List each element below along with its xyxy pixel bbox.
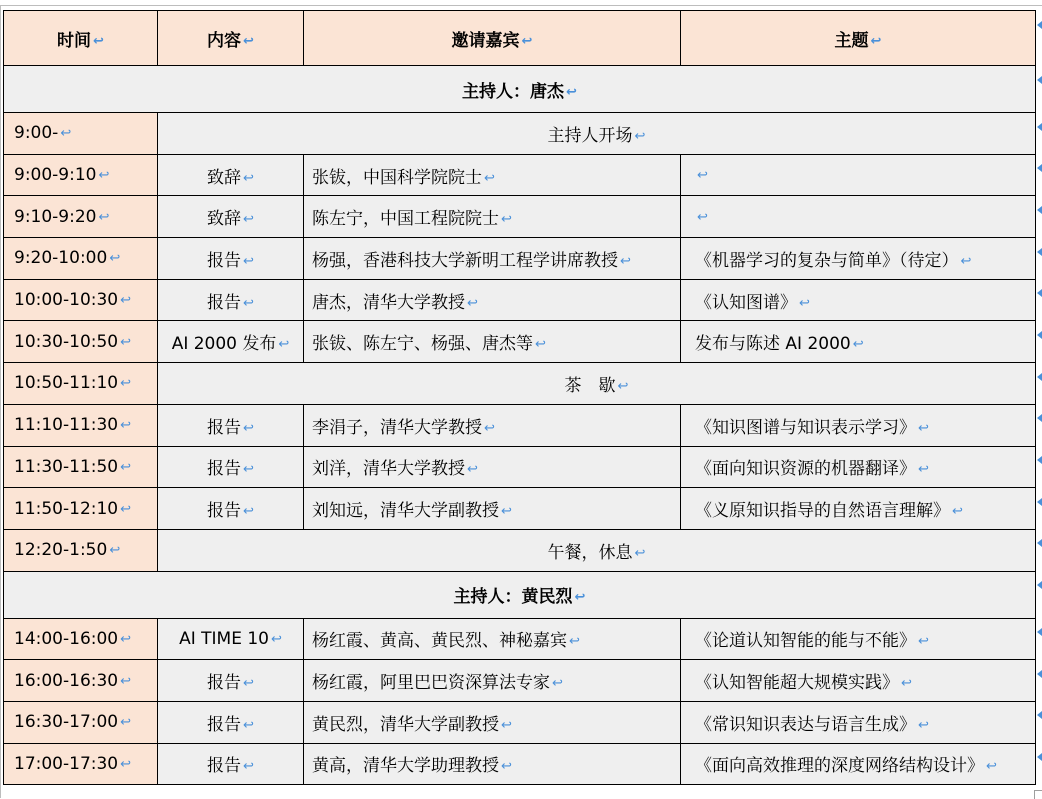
topic-cell bbox=[681, 701, 1036, 743]
host-cell bbox=[4, 571, 1036, 618]
paragraph-mark-icon: ↩ bbox=[634, 128, 646, 144]
paragraph-mark-icon: ↩ bbox=[484, 420, 495, 436]
row-end-marker-icon bbox=[1037, 498, 1042, 506]
paragraph-mark-icon: ↩ bbox=[120, 501, 132, 517]
paragraph-mark-icon: ↩ bbox=[120, 631, 132, 647]
guest-cell-text: 张钹，中国科学院院士 bbox=[312, 167, 482, 188]
topic-cell-text: 《论道认知智能的能与不能》 bbox=[695, 631, 916, 652]
break-row bbox=[4, 113, 1036, 155]
content-cell bbox=[158, 321, 304, 363]
paragraph-mark-icon: ↩ bbox=[484, 170, 495, 186]
content-cell bbox=[158, 660, 304, 702]
paragraph-mark-icon: ↩ bbox=[243, 170, 254, 186]
paragraph-mark-icon: ↩ bbox=[634, 545, 646, 561]
topic-cell bbox=[681, 743, 1036, 785]
row-end-marker-icon bbox=[1037, 206, 1042, 214]
row-end-marker-icon bbox=[1037, 373, 1042, 381]
table-row bbox=[4, 618, 1036, 660]
paragraph-mark-icon: ↩ bbox=[270, 631, 282, 647]
guest-cell-text: 杨红霞，阿里巴巴资深算法专家 bbox=[312, 673, 550, 694]
time-cell-text: 14:00-16:00 bbox=[14, 628, 119, 649]
content-cell-text: 报告 bbox=[207, 714, 242, 735]
guest-cell bbox=[304, 238, 681, 280]
paragraph-mark-icon: ↩ bbox=[501, 717, 512, 733]
table-row bbox=[4, 196, 1036, 238]
topic-cell bbox=[681, 321, 1036, 363]
span-cell-text: 茶 歇 bbox=[564, 375, 616, 396]
paragraph-mark-icon: ↩ bbox=[521, 33, 533, 49]
paragraph-mark-icon: ↩ bbox=[535, 337, 546, 353]
paragraph-mark-icon: ↩ bbox=[918, 462, 929, 478]
time-cell-text: 16:00-16:30 bbox=[14, 670, 119, 691]
time-cell-text: 10:30-10:50 bbox=[14, 331, 119, 352]
topic-cell bbox=[681, 154, 1036, 196]
paragraph-mark-icon: ↩ bbox=[243, 717, 254, 733]
time-cell-text: 9:00- bbox=[14, 123, 59, 144]
content-cell-text: 报告 bbox=[207, 459, 242, 480]
row-end-marker-icon bbox=[1037, 711, 1042, 719]
time-cell-text: 9:20-10:00 bbox=[14, 248, 108, 269]
topic-cell bbox=[681, 446, 1036, 488]
time-cell bbox=[4, 488, 158, 530]
content-cell-text: 报告 bbox=[207, 250, 242, 271]
topic-cell-text: 发布与陈述 AI 2000 bbox=[695, 334, 851, 355]
time-cell bbox=[4, 363, 158, 405]
guest-cell bbox=[304, 618, 681, 660]
host-row bbox=[4, 571, 1036, 618]
time-cell-text: 10:50-11:10 bbox=[14, 373, 119, 394]
guest-cell-text: 黄高，清华大学助理教授 bbox=[312, 756, 499, 777]
paragraph-mark-icon: ↩ bbox=[552, 676, 563, 692]
topic-cell-text: 《义原知识指导的自然语言理解》 bbox=[695, 501, 950, 522]
host-row bbox=[4, 66, 1036, 113]
table-row bbox=[4, 743, 1036, 785]
time-cell-text: 16:30-17:00 bbox=[14, 712, 119, 733]
paragraph-mark-icon: ↩ bbox=[918, 420, 929, 436]
paragraph-mark-icon: ↩ bbox=[120, 715, 132, 731]
time-cell bbox=[4, 113, 158, 155]
paragraph-mark-icon: ↩ bbox=[243, 253, 254, 269]
time-cell bbox=[4, 279, 158, 321]
paragraph-mark-icon: ↩ bbox=[243, 504, 254, 520]
paragraph-mark-icon: ↩ bbox=[120, 418, 132, 434]
paragraph-mark-icon: ↩ bbox=[501, 504, 512, 520]
content-cell-text: AI 2000 发布 bbox=[171, 334, 277, 355]
header-time: 时间 ↩ bbox=[4, 11, 158, 66]
topic-cell bbox=[681, 660, 1036, 702]
content-cell bbox=[158, 154, 304, 196]
paragraph-mark-icon: ↩ bbox=[120, 293, 132, 309]
table-row bbox=[4, 446, 1036, 488]
guest-cell bbox=[304, 446, 681, 488]
paragraph-mark-icon: ↩ bbox=[120, 673, 132, 689]
time-cell bbox=[4, 446, 158, 488]
paragraph-mark-icon: ↩ bbox=[109, 543, 121, 559]
header-content: 内容 ↩ bbox=[158, 11, 304, 66]
host-cell bbox=[4, 66, 1036, 113]
row-end-marker-icon bbox=[1037, 456, 1042, 464]
content-cell bbox=[158, 238, 304, 280]
row-end-marker-icon bbox=[1037, 164, 1042, 172]
guest-cell-text: 杨红霞、黄高、黄民烈、神秘嘉宾 bbox=[312, 631, 567, 652]
table-row bbox=[4, 154, 1036, 196]
content-cell-text: 报告 bbox=[207, 417, 242, 438]
paragraph-mark-icon: ↩ bbox=[243, 676, 254, 692]
topic-cell bbox=[681, 279, 1036, 321]
row-end-marker-icon bbox=[1037, 76, 1042, 84]
guest-cell-text: 黄民烈，清华大学副教授 bbox=[312, 714, 499, 735]
table-row bbox=[4, 404, 1036, 446]
paragraph-mark-icon: ↩ bbox=[799, 295, 810, 311]
guest-cell bbox=[304, 701, 681, 743]
content-cell bbox=[158, 618, 304, 660]
row-end-marker-icon bbox=[1037, 628, 1042, 636]
topic-cell bbox=[681, 488, 1036, 530]
paragraph-mark-icon: ↩ bbox=[566, 84, 577, 100]
span-cell-text: 午餐，休息 bbox=[547, 542, 633, 563]
time-cell bbox=[4, 660, 158, 702]
content-cell-text: 报告 bbox=[207, 756, 242, 777]
guest-cell-text: 李涓子，清华大学教授 bbox=[312, 417, 482, 438]
row-end-marker-icon bbox=[1037, 331, 1042, 339]
paragraph-mark-icon: ↩ bbox=[901, 676, 912, 692]
paragraph-mark-icon: ↩ bbox=[98, 168, 110, 184]
topic-cell-text: 《机器学习的复杂与简单》（待定） bbox=[695, 250, 959, 271]
paragraph-mark-icon: ↩ bbox=[243, 212, 254, 228]
topic-cell-text: 《认知智能超大规模实践》 bbox=[695, 673, 899, 694]
paragraph-mark-icon: ↩ bbox=[569, 634, 580, 650]
content-cell bbox=[158, 488, 304, 530]
row-end-marker-icon bbox=[1037, 289, 1042, 297]
paragraph-mark-icon: ↩ bbox=[243, 33, 254, 49]
time-cell-text: 11:30-11:50 bbox=[14, 456, 119, 477]
content-cell bbox=[158, 196, 304, 238]
time-cell-text: 9:10-9:20 bbox=[14, 206, 97, 227]
row-end-marker-icon bbox=[1037, 539, 1042, 547]
paragraph-mark-icon: ↩ bbox=[918, 634, 929, 650]
paragraph-mark-icon: ↩ bbox=[960, 253, 972, 269]
table-row bbox=[4, 238, 1036, 280]
schedule-table bbox=[3, 10, 1036, 785]
topic-cell-text: 《面向知识资源的机器翻译》 bbox=[695, 459, 916, 480]
schedule-body bbox=[4, 11, 1036, 785]
time-cell bbox=[4, 701, 158, 743]
time-cell bbox=[4, 196, 158, 238]
guest-cell bbox=[304, 743, 681, 785]
row-end-marker-icon bbox=[1037, 414, 1042, 422]
host-cell-text: 主持人：黄民烈 bbox=[453, 587, 573, 608]
paragraph-mark-icon: ↩ bbox=[120, 376, 132, 392]
content-cell-text: AI TIME 10 bbox=[179, 628, 269, 649]
topic-cell bbox=[681, 618, 1036, 660]
time-cell-text: 11:10-11:30 bbox=[14, 415, 119, 436]
guest-cell-text: 陈左宁，中国工程院院士 bbox=[312, 209, 499, 230]
topic-cell-text: 《面向高效推理的深度网络结构设计》 bbox=[695, 756, 984, 777]
row-end-marker-icon bbox=[1037, 21, 1042, 29]
paragraph-mark-icon: ↩ bbox=[852, 337, 864, 353]
content-cell-text: 致辞 bbox=[207, 209, 242, 230]
guest-cell bbox=[304, 488, 681, 530]
content-cell bbox=[158, 404, 304, 446]
row-end-marker-icon bbox=[1037, 753, 1042, 761]
time-cell-text: 12:20-1:50 bbox=[14, 540, 108, 561]
content-cell bbox=[158, 701, 304, 743]
page-top-edge bbox=[0, 5, 1042, 6]
paragraph-mark-icon: ↩ bbox=[120, 756, 132, 772]
guest-cell bbox=[304, 404, 681, 446]
time-cell bbox=[4, 743, 158, 785]
paragraph-mark-icon: ↩ bbox=[870, 33, 882, 49]
row-end-markers bbox=[1037, 10, 1042, 798]
header-topic: 主题 ↩ bbox=[681, 11, 1036, 66]
topic-cell-text: 《知识图谱与知识表示学习》 bbox=[695, 417, 916, 438]
topic-cell-text: 《认知图谱》 bbox=[695, 292, 797, 313]
guest-cell-text: 刘洋，清华大学教授 bbox=[312, 459, 465, 480]
content-cell-text: 致辞 bbox=[207, 167, 242, 188]
time-cell bbox=[4, 618, 158, 660]
paragraph-mark-icon: ↩ bbox=[243, 759, 254, 775]
span-cell bbox=[158, 363, 1036, 405]
paragraph-mark-icon: ↩ bbox=[60, 126, 72, 142]
paragraph-mark-icon: ↩ bbox=[98, 209, 110, 225]
row-end-marker-icon bbox=[1037, 248, 1042, 256]
paragraph-mark-icon: ↩ bbox=[952, 504, 963, 520]
paragraph-mark-icon: ↩ bbox=[278, 337, 290, 353]
time-cell-text: 17:00-17:30 bbox=[14, 753, 119, 774]
topic-cell bbox=[681, 404, 1036, 446]
page-left-edge bbox=[0, 5, 1, 798]
guest-cell bbox=[304, 660, 681, 702]
paragraph-mark-icon: ↩ bbox=[620, 253, 631, 269]
header-guest: 邀请嘉宾 ↩ bbox=[304, 11, 681, 66]
content-cell bbox=[158, 446, 304, 488]
paragraph-mark-icon: ↩ bbox=[467, 462, 478, 478]
guest-cell bbox=[304, 154, 681, 196]
row-end-marker-icon bbox=[1037, 581, 1042, 589]
paragraph-mark-icon: ↩ bbox=[697, 209, 708, 225]
row-end-marker-icon bbox=[1037, 670, 1042, 678]
time-cell bbox=[4, 321, 158, 363]
paragraph-mark-icon: ↩ bbox=[109, 251, 121, 267]
table-row bbox=[4, 488, 1036, 530]
time-cell-text: 10:00-10:30 bbox=[14, 290, 119, 311]
content-cell-text: 报告 bbox=[207, 673, 242, 694]
guest-cell bbox=[304, 196, 681, 238]
paragraph-mark-icon: ↩ bbox=[120, 459, 132, 475]
row-end-marker-icon bbox=[1037, 123, 1042, 131]
time-cell bbox=[4, 238, 158, 280]
time-cell bbox=[4, 404, 158, 446]
time-cell-text: 9:00-9:10 bbox=[14, 165, 97, 186]
topic-cell-text: 《常识知识表达与语言生成》 bbox=[695, 714, 916, 735]
paragraph-mark-icon: ↩ bbox=[617, 378, 629, 394]
content-cell bbox=[158, 743, 304, 785]
paragraph-mark-icon: ↩ bbox=[501, 759, 512, 775]
paragraph-mark-icon: ↩ bbox=[986, 759, 997, 775]
guest-cell-text: 唐杰，清华大学教授 bbox=[312, 292, 465, 313]
paragraph-mark-icon: ↩ bbox=[243, 295, 254, 311]
table-row bbox=[4, 660, 1036, 702]
table-row bbox=[4, 701, 1036, 743]
guest-cell bbox=[304, 321, 681, 363]
span-cell bbox=[158, 113, 1036, 155]
guest-cell-text: 刘知远，清华大学副教授 bbox=[312, 501, 499, 522]
paragraph-mark-icon: ↩ bbox=[467, 295, 478, 311]
break-row bbox=[4, 529, 1036, 571]
topic-cell bbox=[681, 238, 1036, 280]
content-cell bbox=[158, 279, 304, 321]
paragraph-mark-icon: ↩ bbox=[93, 33, 104, 49]
guest-cell-text: 杨强，香港科技大学新明工程学讲席教授 bbox=[312, 250, 618, 271]
paragraph-mark-icon: ↩ bbox=[243, 462, 254, 478]
content-cell-text: 报告 bbox=[207, 292, 242, 313]
paragraph-mark-icon: ↩ bbox=[574, 590, 586, 606]
guest-cell-text: 张钹、陈左宁、杨强、唐杰等 bbox=[312, 334, 533, 355]
time-cell bbox=[4, 529, 158, 571]
paragraph-mark-icon: ↩ bbox=[697, 168, 708, 184]
paragraph-mark-icon: ↩ bbox=[120, 334, 132, 350]
paragraph-mark-icon: ↩ bbox=[501, 212, 512, 228]
table-row bbox=[4, 279, 1036, 321]
span-cell-text: 主持人开场 bbox=[547, 125, 633, 146]
span-cell bbox=[158, 529, 1036, 571]
paragraph-mark-icon: ↩ bbox=[243, 420, 254, 436]
table-row bbox=[4, 321, 1036, 363]
time-cell bbox=[4, 154, 158, 196]
header-row bbox=[4, 11, 1036, 66]
topic-cell bbox=[681, 196, 1036, 238]
paragraph-mark-icon: ↩ bbox=[918, 717, 929, 733]
content-cell-text: 报告 bbox=[207, 501, 242, 522]
time-cell-text: 11:50-12:10 bbox=[14, 498, 119, 519]
host-cell-text: 主持人：唐杰 bbox=[462, 81, 565, 102]
guest-cell bbox=[304, 279, 681, 321]
break-row bbox=[4, 363, 1036, 405]
